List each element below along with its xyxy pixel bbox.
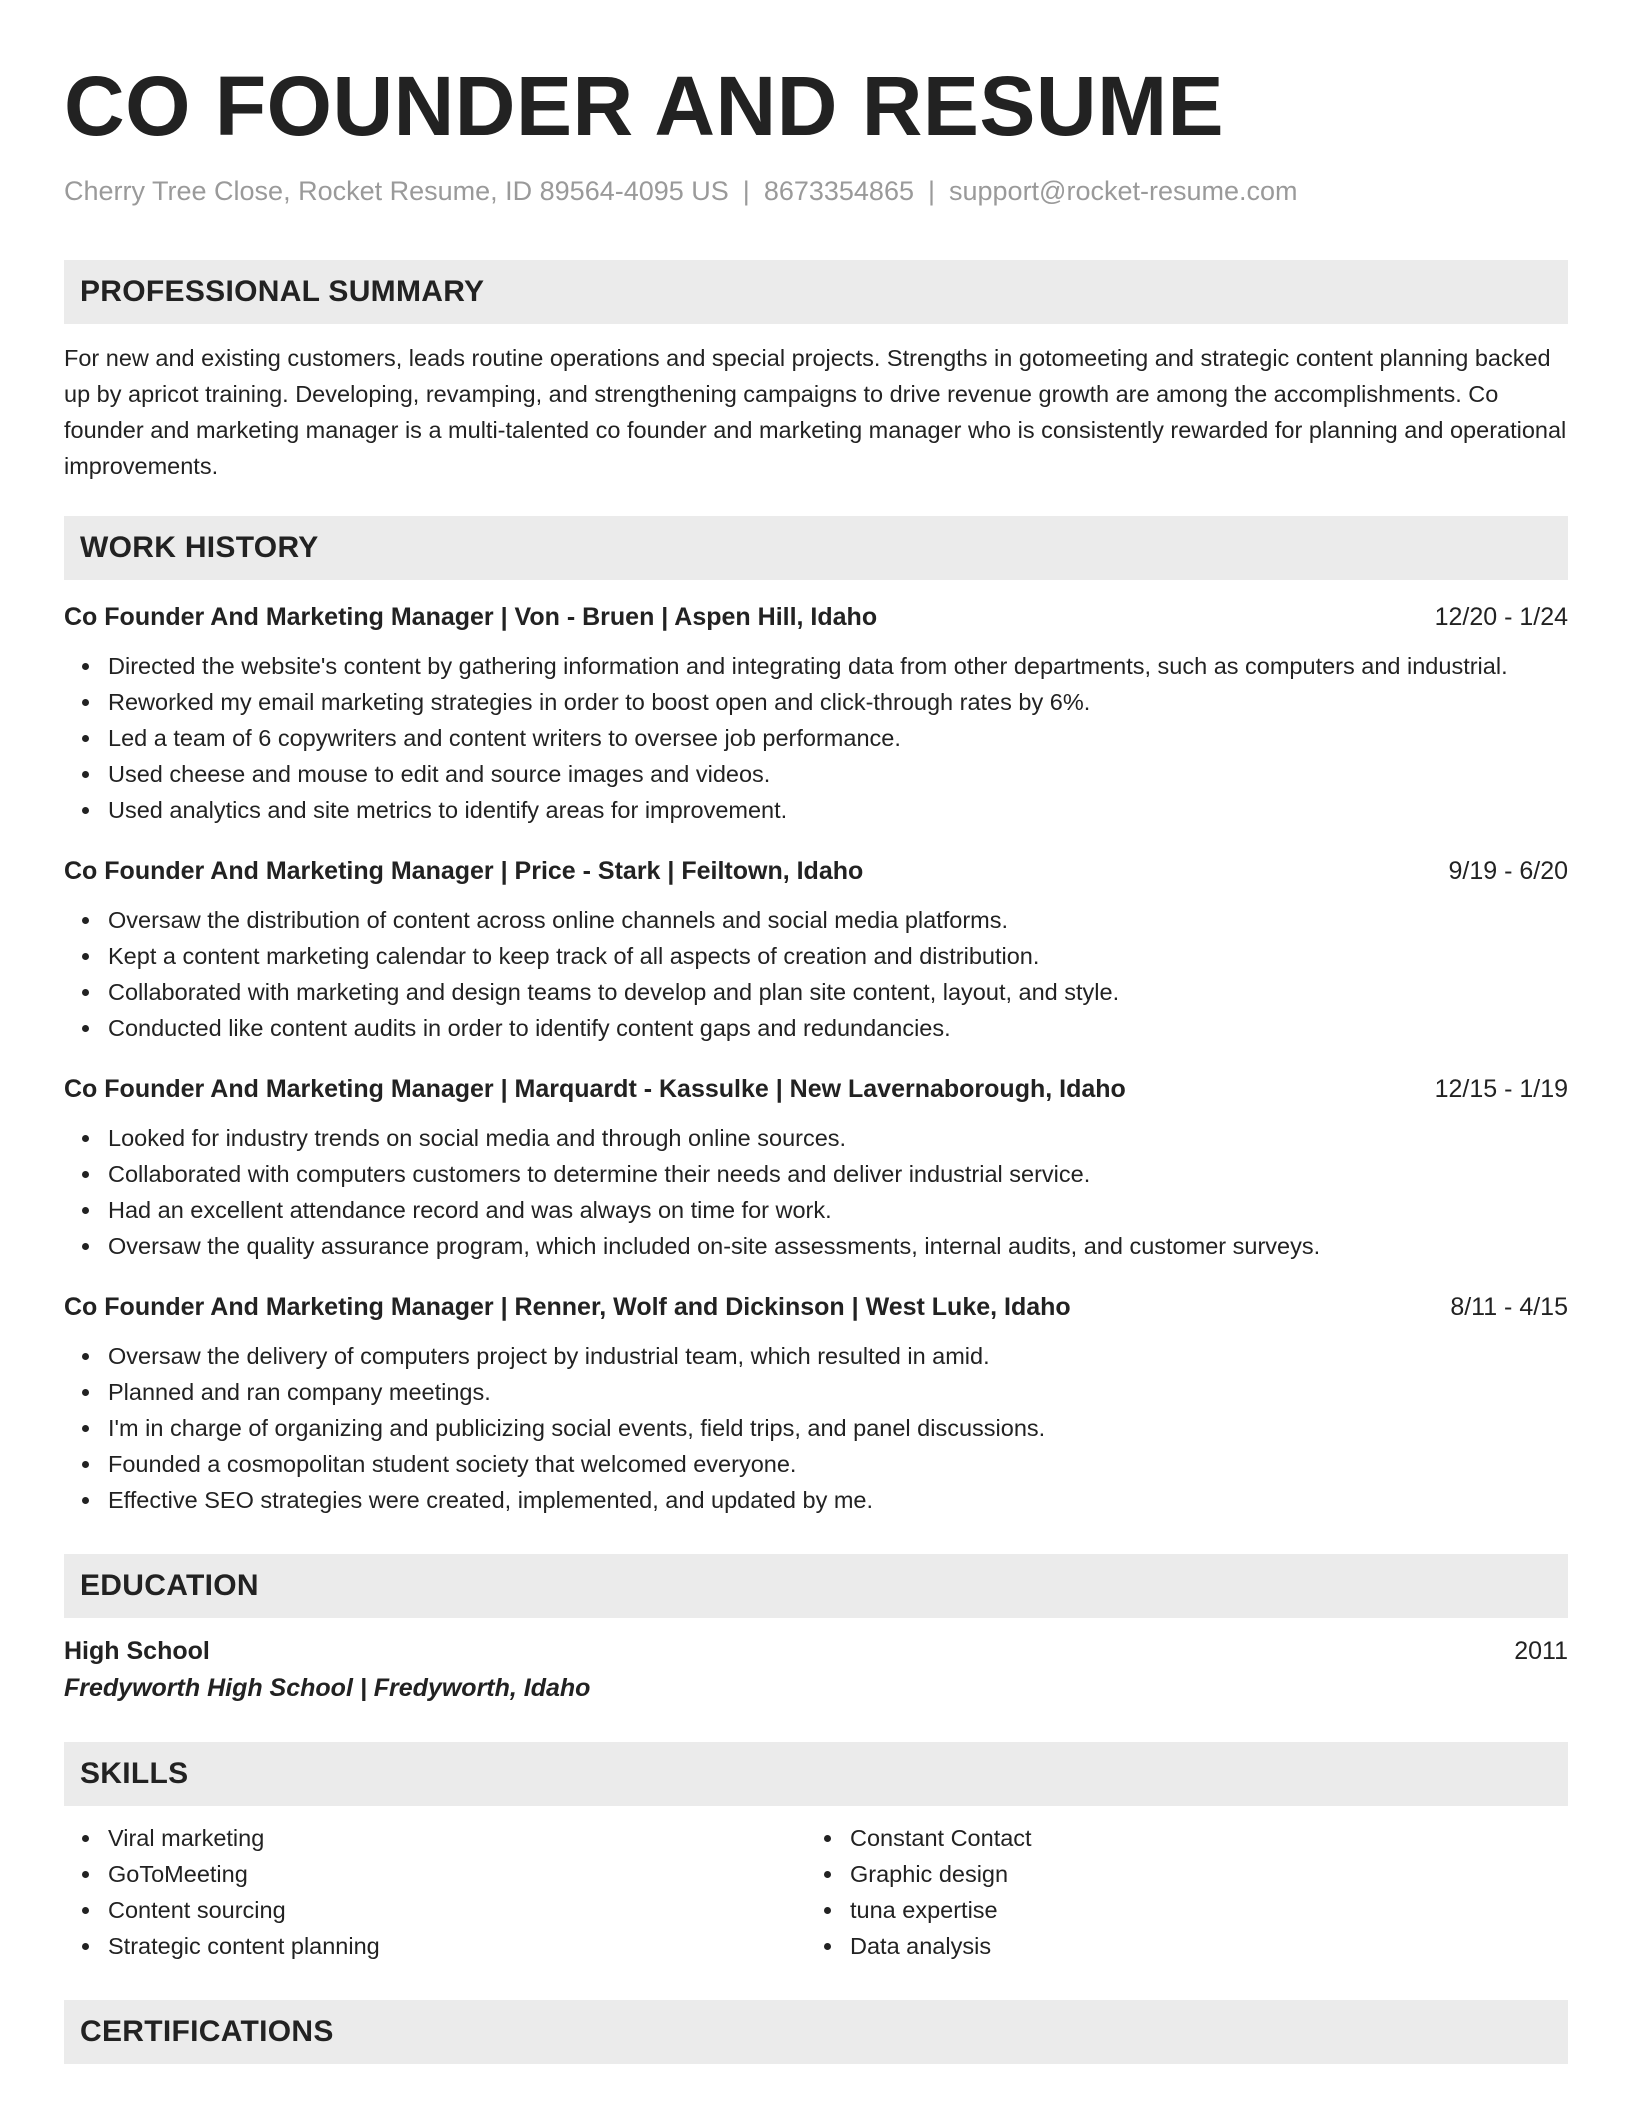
job-dates: 12/15 - 1/19 xyxy=(1434,1075,1568,1103)
contact-address: Cherry Tree Close, Rocket Resume, ID 89564-4095 US xyxy=(64,176,729,206)
job-bullet: Used analytics and site metrics to identify areas for improvement. xyxy=(108,792,1568,828)
job-bullets xyxy=(64,648,1568,828)
skills-list xyxy=(64,1820,806,1964)
job-bullet: Oversaw the quality assurance program, which included on-site assessments, internal audits, and customer surveys. xyxy=(108,1228,1568,1264)
job-dates: 12/20 - 1/24 xyxy=(1434,603,1568,631)
skill-item: Data analysis xyxy=(850,1928,1548,1964)
job-bullet: Had an excellent attendance record and was always on time for work. xyxy=(108,1192,1568,1228)
job-bullet: Oversaw the delivery of computers project by industrial team, which resulted in amid. xyxy=(108,1338,1568,1374)
skill-item: Strategic content planning xyxy=(108,1928,806,1964)
job-bullet: Reworked my email marketing strategies in order to boost open and click-through rates by 6%. xyxy=(108,684,1568,720)
job-bullet: Conducted like content audits in order to identify content gaps and redundancies. xyxy=(108,1010,1568,1046)
job-bullet: Used cheese and mouse to edit and source images and videos. xyxy=(108,756,1568,792)
job-entry xyxy=(64,1290,1568,1518)
skill-item: Constant Contact xyxy=(850,1820,1548,1856)
contact-email: support@rocket-resume.com xyxy=(949,176,1298,206)
job-bullets xyxy=(64,902,1568,1046)
job-header xyxy=(64,1290,1568,1324)
job-dates: 9/19 - 6/20 xyxy=(1448,857,1568,885)
job-bullets xyxy=(64,1120,1568,1264)
job-bullet: Collaborated with marketing and design teams to develop and plan site content, layout, and style. xyxy=(108,974,1568,1010)
job-bullet: Planned and ran company meetings. xyxy=(108,1374,1568,1410)
job-bullet: Directed the website's content by gathering information and integrating data from other departments, such as computers and industrial. xyxy=(108,648,1568,684)
section-header-work-history: WORK HISTORY xyxy=(64,516,1568,580)
summary-text: For new and existing customers, leads routine operations and special projects. Strengths in gotomeeting and strategic content planning backed up by apricot training. Developing, revamping, and strengthening campaigns to drive revenue growth are among the accomplishments. Co founder and marketing manager is a multi-talented co founder and marketing manager who is consistently rewarded for planning and operational improvements. xyxy=(64,345,1567,479)
contact-phone: 8673354865 xyxy=(763,176,914,206)
job-bullet: I'm in charge of organizing and publicizing social events, field trips, and panel discussions. xyxy=(108,1410,1568,1446)
contact-separator: | xyxy=(742,176,750,206)
job-entry xyxy=(64,1072,1568,1264)
job-bullet: Looked for industry trends on social media and through online sources. xyxy=(108,1120,1568,1156)
job-bullets xyxy=(64,1338,1568,1518)
section-header-certifications: CERTIFICATIONS xyxy=(64,2000,1568,2064)
skill-item: GoToMeeting xyxy=(108,1856,806,1892)
skills-column-right xyxy=(806,1820,1548,1964)
skills-grid xyxy=(64,1820,1568,1964)
job-entry xyxy=(64,600,1568,828)
job-title: Co Founder And Marketing Manager | Von - Bruen | Aspen Hill, Idaho xyxy=(64,603,878,631)
education-school: Fredyworth High School | Fredyworth, Idaho xyxy=(64,1674,591,1702)
job-title: Co Founder And Marketing Manager | Price - Stark | Feiltown, Idaho xyxy=(64,857,864,885)
skill-item: Viral marketing xyxy=(108,1820,806,1856)
job-bullet: Oversaw the distribution of content across online channels and social media platforms. xyxy=(108,902,1568,938)
job-header xyxy=(64,600,1568,634)
skills-column-left xyxy=(64,1820,806,1964)
education-degree: High School xyxy=(64,1637,210,1665)
education-entry xyxy=(64,1634,1568,1668)
skill-item: Graphic design xyxy=(850,1856,1548,1892)
contact-line xyxy=(64,174,1568,208)
job-bullet: Founded a cosmopolitan student society that welcomed everyone. xyxy=(108,1446,1568,1482)
job-title: Co Founder And Marketing Manager | Marquardt - Kassulke | New Lavernaborough, Idaho xyxy=(64,1075,1126,1103)
job-header xyxy=(64,1072,1568,1106)
education-year: 2011 xyxy=(1514,1637,1568,1665)
contact-separator: | xyxy=(927,176,935,206)
job-dates: 8/11 - 4/15 xyxy=(1450,1293,1568,1321)
job-title: Co Founder And Marketing Manager | Renner, Wolf and Dickinson | West Luke, Idaho xyxy=(64,1293,1071,1321)
job-bullet: Effective SEO strategies were created, implemented, and updated by me. xyxy=(108,1482,1568,1518)
job-header xyxy=(64,854,1568,888)
section-header-skills: SKILLS xyxy=(64,1742,1568,1806)
job-bullet: Led a team of 6 copywriters and content writers to oversee job performance. xyxy=(108,720,1568,756)
job-bullet: Kept a content marketing calendar to keep track of all aspects of creation and distribution. xyxy=(108,938,1568,974)
section-header-education: EDUCATION xyxy=(64,1554,1568,1618)
skills-list xyxy=(806,1820,1548,1964)
resume-name: CO FOUNDER AND RESUME xyxy=(64,59,1225,153)
skill-item: Content sourcing xyxy=(108,1892,806,1928)
resume-page xyxy=(64,0,1568,2064)
job-bullet: Collaborated with computers customers to determine their needs and deliver industrial service. xyxy=(108,1156,1568,1192)
job-entry xyxy=(64,854,1568,1046)
section-header-summary: PROFESSIONAL SUMMARY xyxy=(64,260,1568,324)
skill-item: tuna expertise xyxy=(850,1892,1548,1928)
